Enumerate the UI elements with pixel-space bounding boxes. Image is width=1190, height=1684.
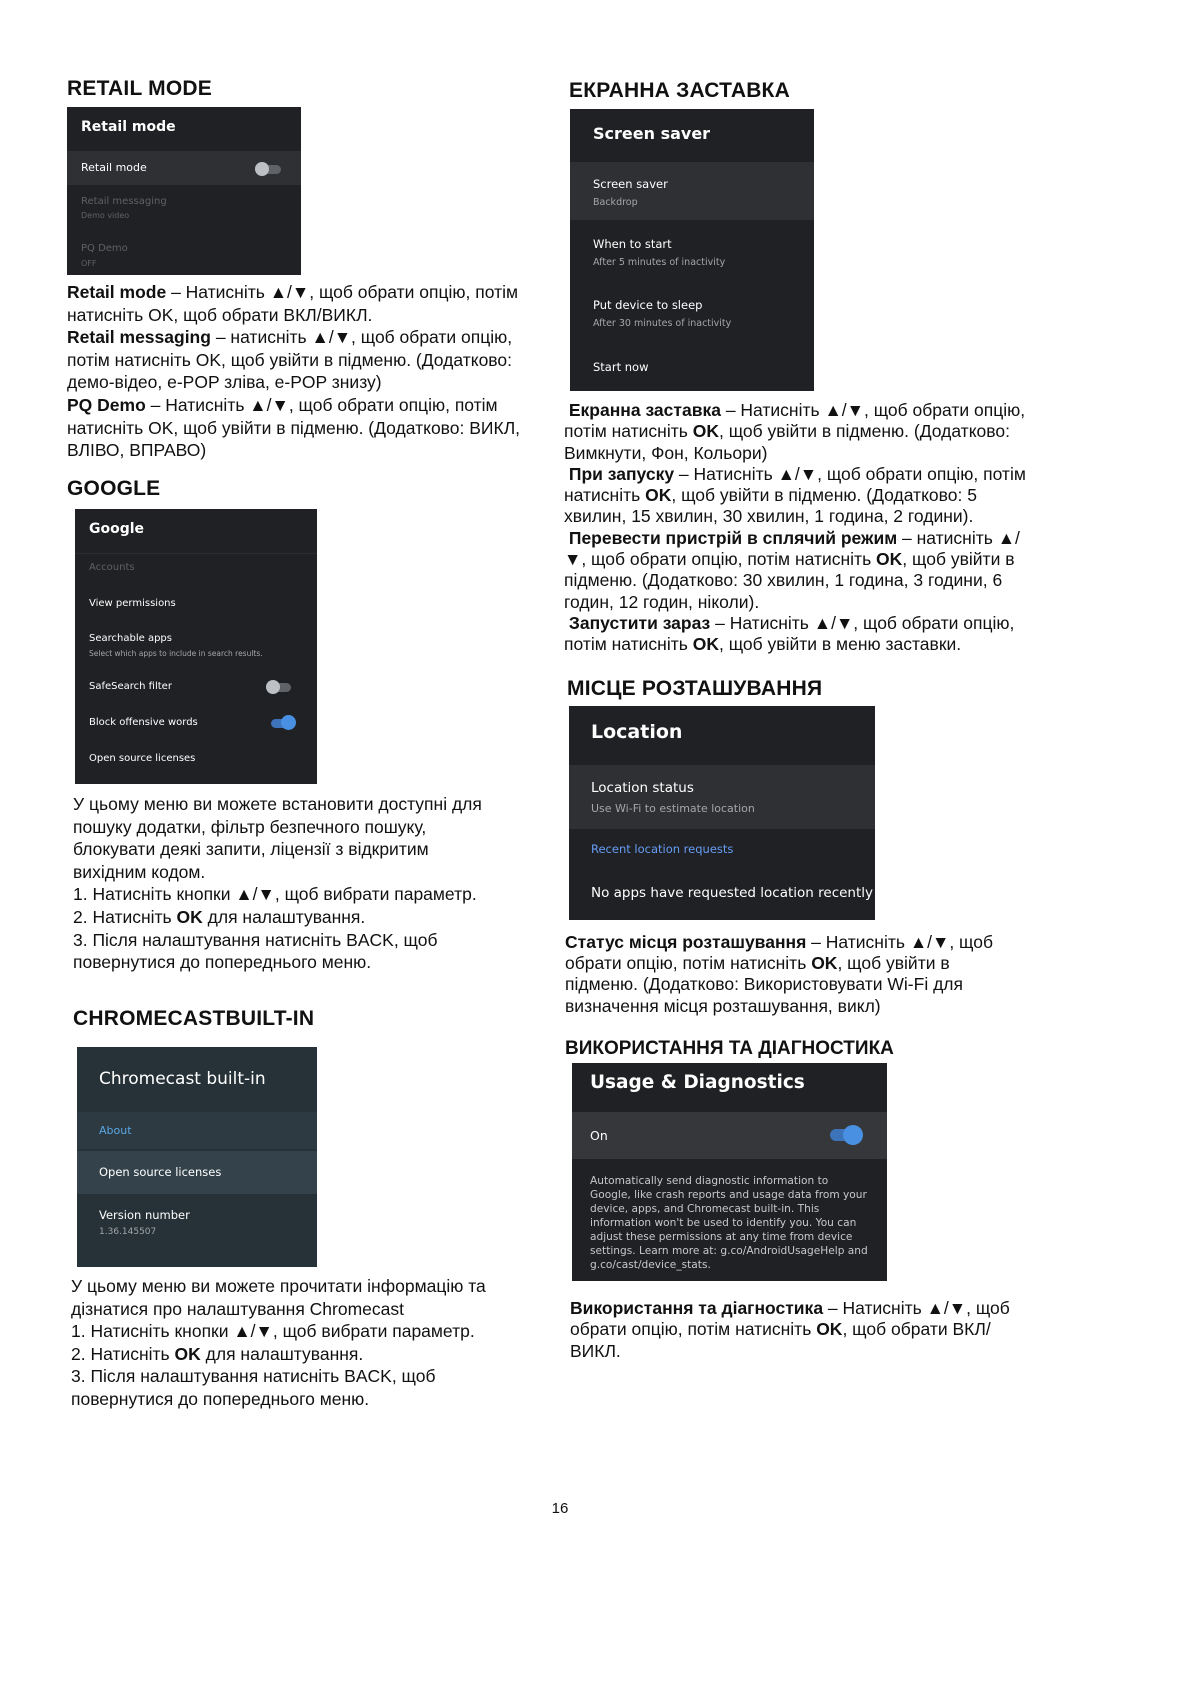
location-panel (569, 706, 875, 920)
usage-toggle[interactable] (830, 1124, 864, 1146)
row-label: Put device to sleep (593, 298, 703, 312)
location-status-row[interactable] (569, 765, 875, 829)
usage-panel (572, 1063, 887, 1281)
row-label: Start now (593, 360, 649, 374)
row-sub: Backdrop (593, 197, 638, 208)
retail-mode-panel (67, 107, 301, 275)
row-label: Retail mode (81, 161, 147, 174)
usage-description: Використання та діагностика – Натисніть ▲/▼, щоб обрати опцію, потім натисніть OK, щоб обрати ВКЛ/ВИКЛ. (570, 1298, 1010, 1361)
row-label: Screen saver (593, 177, 668, 191)
google-description: У цьому меню ви можете встановити доступні для пошуку додатки, фільтр безпечного пошуку, блокувати деякі запити, ліцензії з відкритим вихідним кодом. 1. Натисніть кнопки ▲/▼, щоб вибрати параметр. 2. Натисніть OK для налаштування. 3. Після налаштування натисніть BACK, щоб повернутися до попереднього меню. (73, 794, 482, 973)
block-offensive-toggle[interactable] (271, 715, 297, 731)
row-sub: 1.36.145507 (99, 1227, 157, 1237)
screensaver-description: Екранна заставка – Натисніть ▲/▼, щоб обрати опцію, потім натисніть OK, щоб увійти в підменю. (Додатково: Вимкнути, Фон, Кольори) При запуску – Натисніть ▲/▼, щоб обрати опцію, потім натисніть OK, щоб увійти в підменю. (Додатково: 5 хвилин, 15 хвилин, 30 хвилин, 1 година, 2 години). Перевести пристрій в сплячий режим – натисніть ▲/▼, щоб обрати опцію, потім натисніть OK, щоб увійти в підменю. (Додатково: 30 хвилин, 1 година, 3 години, 6 годин, 12 годин, ніколи). Запустити зараз – Натисніть ▲/▼, щоб обрати опцію, потім натисніть OK, щоб увійти в меню заставки. (564, 400, 1026, 655)
chromecast-heading: CHROMECASTBUILT-IN (73, 1007, 315, 1030)
searchable-apps-sub: Select which apps to include in search results. (89, 649, 263, 658)
location-heading: МІСЦЕ РОЗТАШУВАННЯ (567, 677, 823, 700)
retail-mode-row[interactable] (67, 151, 301, 185)
usage-description-text: Automatically send diagnostic information to Google, like crash reports and usage data from your device, apps, and Chromecast built-in. This information won't be used to identify you. You can adjust these permissions at any time from device settings. Learn more at: g.co/AndroidUsageHelp and g.co/cast/device_stats. (590, 1175, 868, 1271)
row-label: When to start (593, 237, 672, 251)
retail-mode-toggle[interactable] (255, 161, 283, 177)
row-label: Version number (99, 1208, 190, 1222)
retail-mode-heading: RETAIL MODE (67, 77, 212, 100)
retail-messaging-row (67, 189, 301, 229)
screensaver-heading: ЕКРАННА ЗАСТАВКА (569, 79, 790, 102)
chromecast-description: У цьому меню ви можете прочитати інформацію та дізнатися про налаштування Chromecast 1. Натисніть кнопки ▲/▼, щоб вибрати параметр. 2. Натисніть OK для налаштування. 3. Після налаштування натисніть BACK, щоб повернутися до попереднього меню. (71, 1276, 486, 1409)
row-sub: After 5 minutes of inactivity (593, 257, 726, 268)
safesearch-item[interactable]: SafeSearch filter (89, 681, 172, 692)
chromecast-panel (77, 1047, 317, 1267)
retail-description: Retail mode – Натисніть ▲/▼, щоб обрати опцію, потім натисніть OK, щоб обрати ВКЛ/ВИКЛ. Retail messaging – натисніть ▲/▼, щоб обрати опцію, потім натисніть OK, щоб увійти в підменю. (Додатково: демо-відео, e-POP зліва, e-POP знизу) PQ Demo – Натисніть ▲/▼, щоб обрати опцію, потім натисніть OK, щоб увійти в підменю. (Додатково: ВИКЛ, ВЛІВО, ВПРАВО) (67, 282, 521, 461)
row-label: Location status (591, 780, 694, 796)
panel-title: Screen saver (593, 124, 711, 143)
no-apps-text: No apps have requested location recently (591, 885, 874, 901)
screensaver-row[interactable] (570, 162, 814, 220)
open-source-licenses-item[interactable]: Open source licenses (89, 753, 196, 764)
safesearch-toggle[interactable] (266, 680, 292, 695)
open-source-row[interactable] (77, 1151, 317, 1194)
pq-demo-row (67, 237, 301, 273)
block-offensive-item[interactable]: Block offensive words (89, 717, 198, 728)
recent-requests-label: Recent location requests (591, 842, 734, 856)
searchable-apps-item[interactable]: Searchable apps (89, 633, 172, 644)
panel-title: Usage & Diagnostics (590, 1072, 805, 1093)
panel-title: Google (89, 521, 145, 537)
row-label: PQ Demo (81, 243, 128, 254)
on-label: On (590, 1128, 608, 1143)
start-now-row[interactable] (570, 355, 814, 385)
row-sub: After 30 minutes of inactivity (593, 318, 732, 329)
row-sub: Use Wi-Fi to estimate location (591, 802, 755, 815)
view-permissions-item[interactable]: View permissions (89, 598, 176, 609)
when-to-start-row[interactable] (570, 225, 814, 279)
sleep-row[interactable] (570, 286, 814, 340)
usage-heading: ВИКОРИСТАННЯ ТА ДІАГНОСТИКА (565, 1038, 894, 1059)
panel-title: Retail mode (81, 119, 176, 135)
row-label: Open source licenses (99, 1165, 222, 1179)
page-number: 16 (551, 1500, 569, 1517)
about-row[interactable] (77, 1112, 317, 1149)
panel-title: Location (591, 721, 683, 743)
screensaver-panel (570, 109, 814, 391)
row-label: Retail messaging (81, 196, 167, 207)
row-sub: Demo video (81, 211, 130, 220)
accounts-label: Accounts (89, 562, 135, 573)
usage-on-row[interactable] (572, 1112, 887, 1159)
row-label: About (99, 1124, 132, 1137)
location-description: Статус місця розташування – Натисніть ▲/▼, щоб обрати опцію, потім натисніть OK, щоб увійти в підменю. (Додатково: Використовувати Wi-Fi для визначення місця розташування, викл) (565, 932, 994, 1016)
google-heading: GOOGLE (67, 477, 161, 500)
panel-title: Chromecast built-in (99, 1069, 266, 1089)
row-sub: OFF (81, 259, 97, 268)
google-panel (75, 509, 317, 784)
version-row (77, 1197, 317, 1265)
